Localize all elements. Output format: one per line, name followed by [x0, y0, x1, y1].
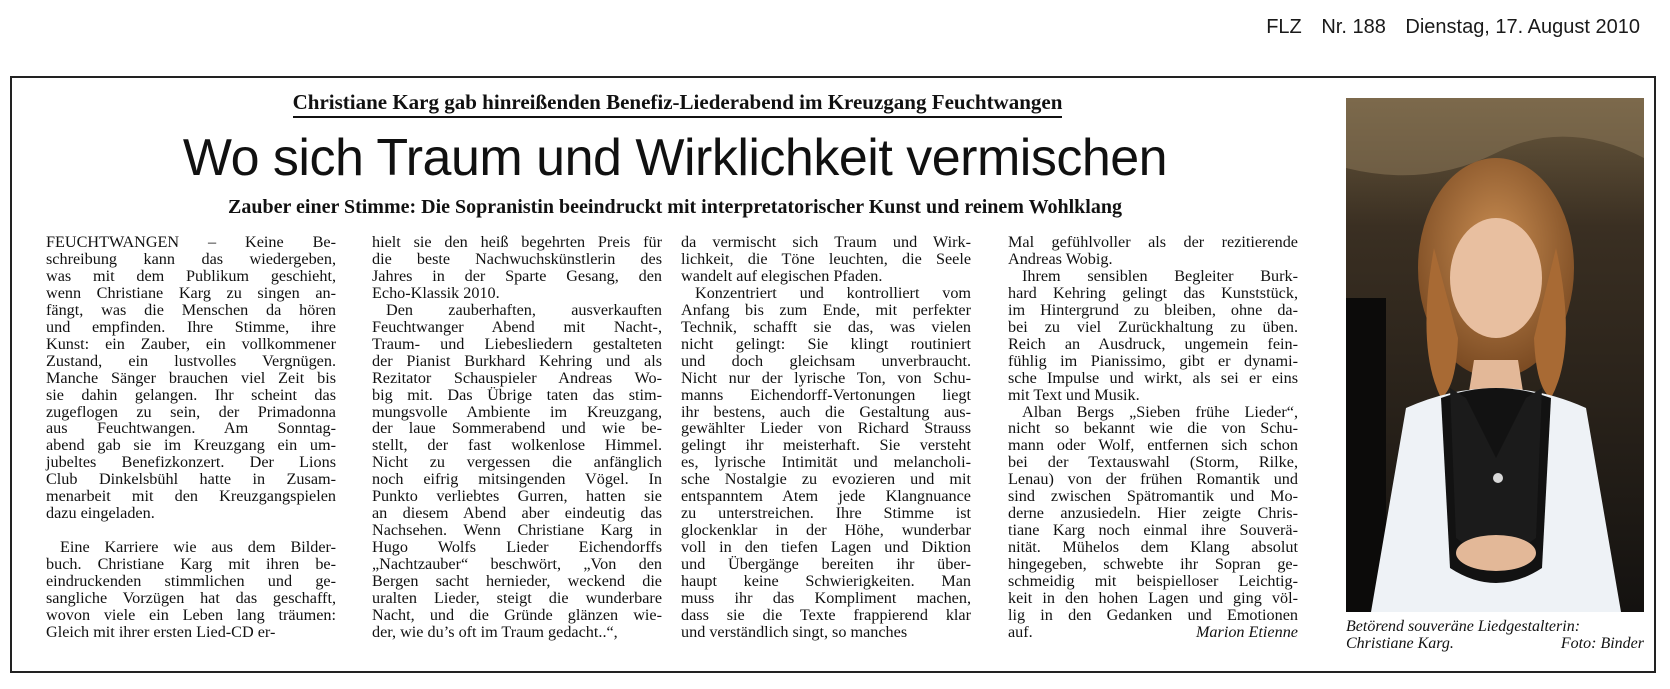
article-column-2 — [372, 234, 662, 641]
article-line: Feuchtwanger Abend mit Nacht-, — [372, 317, 662, 336]
article-line: aus Feuchtwangen. Am Sonntag- — [46, 419, 336, 438]
author-name: Marion Etienne — [1195, 622, 1298, 641]
article-line: voll in den tiefen Lagen und Diktion — [681, 538, 971, 557]
article-line: Rezitator Schauspieler Andreas Wo- — [372, 368, 662, 387]
article-line: Gleich mit ihrer ersten Lied-CD er- — [46, 622, 276, 641]
article-line: und Übergänge bereiten ihr über- — [681, 555, 971, 574]
article-line: da vermischt sich Traum und Wirk- — [681, 233, 971, 251]
article-line: abend gab sie im Kreuzgang ein um- — [46, 436, 336, 455]
kicker-text: Christiane Karg gab hinreißenden Benefiz-Liederabend im Kreuzgang Feuchtwangen — [293, 90, 1063, 118]
article-line: lichkeit, die Töne leuchten, die Seele — [681, 249, 971, 268]
article-line: Eine Karriere wie aus dem Bilder- — [60, 538, 336, 557]
photo-credit: Foto: Binder — [1560, 635, 1644, 652]
article-line: Mal gefühlvoller als der rezitierende — [1008, 233, 1298, 251]
article-line: gewählter Lieder von Richard Strauss — [681, 419, 971, 438]
article-line: Nachsehen. Wenn Christiane Karg in — [372, 521, 662, 540]
article-line: zu unterstreichen. Ihre Stimme ist — [681, 504, 971, 523]
article-line: Nacht, und die Gründe glänzen wie- — [372, 605, 662, 624]
article-line: zugeflogen zu sein, der Primadonna — [46, 402, 336, 421]
article-line: mungsvolle Ambiente im Kreuzgang, — [372, 402, 662, 421]
article-line: der laue Sommerabend und wie be- — [372, 419, 662, 438]
article-line: sie dahin gelangen. Ihr scheint das — [46, 385, 336, 404]
article-line: an diesem Abend aber eindeutig das — [372, 504, 662, 523]
article-line: schmeidig mit beispielloser Leichtig- — [1008, 572, 1298, 591]
article-line: dass sie die Texte frappierend klar — [681, 605, 971, 624]
article-line: dazu eingeladen. — [46, 504, 155, 523]
article-line: wenn Christiane Karg zu singen an- — [46, 283, 336, 302]
article-line: hard Kehring gelingt das Kunststück, — [1008, 283, 1298, 302]
article-line: jubeltes Benefizkonzert. Der Lions — [46, 453, 336, 472]
article-line: eindruckenden stimmlichen und ge- — [46, 572, 336, 591]
article-line: Echo-Klassik 2010. — [372, 283, 500, 302]
article-line: nicht gelingt: Sie klingt routiniert — [681, 334, 971, 353]
article-line: fühlig im Pianissimo, gibt er dynami- — [1008, 351, 1298, 370]
article-line: derne anzusiedeln. Hier zeigte Chris- — [1008, 504, 1298, 523]
article-line: Kunst: ein Zauber, ein vollkommener — [46, 334, 336, 353]
article-line: Alban Bergs „Sieben frühe Lieder“, — [1022, 402, 1298, 421]
article-line: bei zu viel Zurückhaltung zu üben. — [1008, 317, 1298, 336]
paper-name: FLZ — [1266, 16, 1302, 38]
photo-caption — [1346, 618, 1644, 652]
article-line: Anfang bis zum Ende, mit perfekter — [681, 300, 971, 319]
article-line: glockenklar in der Höhe, wunderbar — [681, 521, 971, 540]
article-line: Reich an Ausdruck, ungemein fein- — [1008, 334, 1298, 353]
article-line: sche Nostalgie zu evozieren und mit — [681, 470, 971, 489]
article-line: Lenau) von der frühen Romantik und — [1008, 470, 1298, 489]
article-subhead: Zauber einer Stimme: Die Sopranistin beeindruckt mit interpretatorischer Kunst und reinem Wohlklang — [228, 196, 1122, 218]
article-line: Manche Sänger brauchen viel Zeit bis — [46, 368, 336, 387]
caption-row-2 — [1346, 635, 1644, 652]
article-line: buch. Christiane Karg mit ihren be- — [46, 555, 336, 574]
issue-date: Dienstag, 17. August 2010 — [1405, 16, 1640, 38]
article-column-3 — [681, 234, 971, 641]
article-line: Zustand, ein lustvolles Vergnügen. — [46, 351, 336, 370]
article-kicker — [230, 90, 1125, 115]
article-line: gelingt ihr meisterhaft. Sie versteht — [681, 436, 971, 455]
article-line: Nicht nur der lyrische Ton, von Schu- — [681, 368, 971, 387]
article-line: mit Text und Musik. — [1008, 385, 1140, 404]
article-line: und verständlich singt, so manches — [681, 622, 908, 641]
article-line: lig in den Gedanken und Emotionen — [1008, 605, 1298, 624]
article-line: Andreas Wobig. — [1008, 249, 1113, 268]
article-line: Technik, schafft sie das, was vielen — [681, 317, 971, 336]
caption-line-2: Christiane Karg. — [1346, 635, 1454, 652]
article-line: und doch gleichsam unverbraucht. — [681, 351, 971, 370]
article-line: Den zauberhaften, ausverkauften — [386, 300, 662, 319]
article-line: mann oder Wolf, entfernen sich schon — [1008, 436, 1298, 455]
article-line: Nicht zu vergessen die anfänglich — [372, 453, 662, 472]
article-line: wovon viele ein Leben lang träumen: — [46, 605, 336, 624]
article-line: hingegeben, schwebte ihr Sopran ge- — [1008, 555, 1298, 574]
article-line: Konzentriert und kontrolliert vom — [695, 283, 971, 302]
article-line: fängt, was die Menschen da hören — [46, 300, 336, 319]
article-line — [46, 522, 336, 539]
article-line: es, lyrische Intimität und melancholi- — [681, 453, 971, 472]
article-line: Hugo Wolfs Lieder Eichendorffs — [372, 538, 662, 557]
article-line: menarbeit mit den Kreuzgangspielen — [46, 487, 336, 506]
issue-number: Nr. 188 — [1321, 16, 1386, 38]
article-line: ihr bestens, auch die Gestaltung aus- — [681, 402, 971, 421]
article-line: uralten Lieder, steigt die wunderbare — [372, 589, 662, 608]
article-line: Bergen sacht hernieder, weckend die — [372, 572, 662, 591]
article-line: manns Eichendorff-Vertonungen liegt — [681, 385, 971, 404]
article-line: wandelt auf elegischen Pfaden. — [681, 266, 883, 285]
article-line: tiane Karg noch einmal ihre Souverä- — [1008, 521, 1298, 540]
article-line: hielt sie den heiß begehrten Preis für — [372, 233, 662, 251]
article-line: noch eifrig mitsingenden Vögel. In — [372, 470, 662, 489]
article-column-4 — [1008, 234, 1298, 641]
article-line: keit in den hohen Lagen und ging völ- — [1008, 589, 1298, 608]
article-line: sche Impulse und wirkt, als sei er eins — [1008, 368, 1298, 387]
article-line: Ihrem sensiblen Begleiter Burk- — [1022, 266, 1298, 285]
singer-photo — [1346, 98, 1644, 612]
article-line: die beste Nachwuchskünstlerin des — [372, 249, 662, 268]
article-line: Club Dinkelsbühl hatte in Zusam- — [46, 470, 336, 489]
article-headline: Wo sich Traum und Wirklichkeit vermischen — [182, 129, 1168, 187]
masthead — [1252, 16, 1640, 39]
article-line: muss ihr das Kompliment machen, — [681, 589, 971, 608]
article-line: der Pianist Burkhard Kehring und als — [372, 351, 662, 370]
article-line: nicht so bekannt wie die von Schu- — [1008, 419, 1298, 438]
article-line: stellt, der fast wolkenlose Himmel. — [372, 436, 662, 455]
article-line: entspanntem Atem jede Klangnuance — [681, 487, 971, 506]
article-column-1 — [46, 234, 336, 641]
article-line: big mit. Das Übrige taten das stim- — [372, 385, 662, 404]
article-line: schreibung kann das wiedergeben, — [46, 249, 336, 268]
article-line: Traum- und Liebesliedern gestalteten — [372, 334, 662, 353]
article-line: FEUCHTWANGEN – Keine Be- — [46, 233, 336, 251]
article-line: Punkto verliebtes Gurren, hatten sie — [372, 487, 662, 506]
article-line: sangliche Vorzügen hat das geschafft, — [46, 589, 336, 607]
article-line: im Hintergrund zu bleiben, ohne da- — [1008, 300, 1298, 319]
caption-line-1: Betörend souveräne Liedgestalterin: — [1346, 618, 1581, 635]
article-line: nität. Mühelos dem Klang absolut — [1008, 538, 1298, 557]
article-line: bei der Textauswahl (Storm, Rilke, — [1008, 453, 1298, 472]
article-line: was mit dem Publikum geschieht, — [46, 266, 336, 285]
article-line: der, wie du’s oft im Traum gedacht..“, — [372, 622, 618, 641]
article-line: und empfinden. Ihre Stimme, ihre — [46, 317, 336, 336]
article-line: auf. — [1008, 622, 1033, 641]
article-line: sind zwischen Spätromantik und Mo- — [1008, 487, 1298, 506]
article-line: haupt keine Schwierigkeiten. Man — [681, 572, 971, 591]
article-line: Jahres in der Sparte Gesang, den — [372, 266, 662, 285]
article-line: „Nachtzauber“ beschwört, „Von den — [372, 555, 662, 574]
